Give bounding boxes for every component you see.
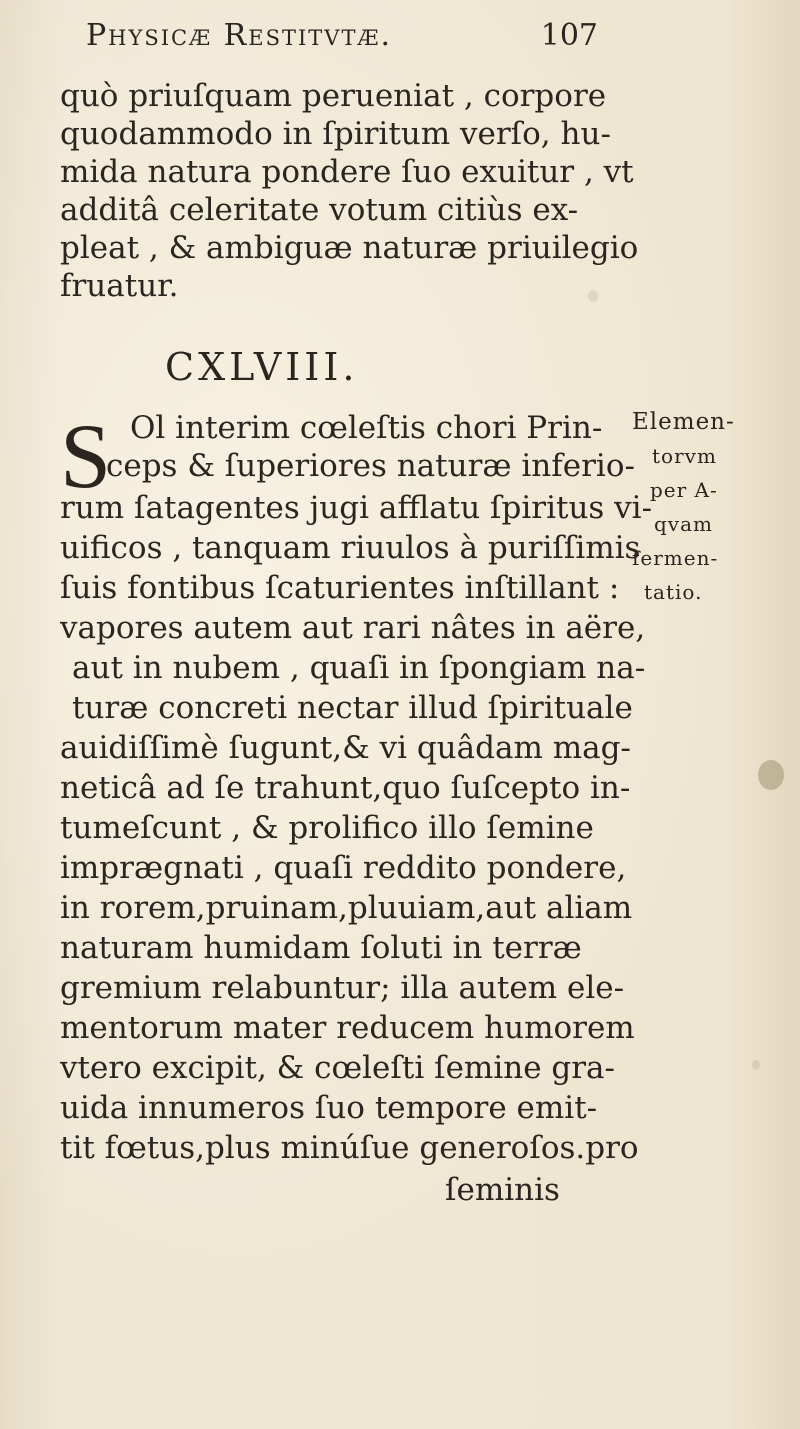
margin-note <box>632 410 800 620</box>
page-number: 107 <box>540 18 598 53</box>
text-line: additâ celeritate votum citiùs ex- <box>60 192 579 228</box>
text-line: neticâ ad ſe trahunt,quo ſuſcepto in- <box>60 770 631 806</box>
running-head-title: Physicæ Restitvtæ. <box>86 18 393 53</box>
text-line: vtero excipit, & cœleſti ſemine gra- <box>60 1050 616 1086</box>
text-line: mida natura pondere ſuo exuitur , vt <box>60 154 634 190</box>
paper-stain <box>758 760 784 790</box>
margin-note-line: qvam <box>654 512 713 536</box>
running-head <box>86 18 606 58</box>
text-line: quodammodo in ſpiritum verſo, hu- <box>60 116 611 152</box>
margin-note-line: per A- <box>650 478 718 502</box>
text-line: fruatur. <box>60 268 179 304</box>
intro-paragraph <box>60 78 639 308</box>
catchword: ſeminis <box>445 1172 560 1208</box>
drop-cap: S <box>60 405 112 507</box>
paper-stain <box>752 1060 760 1070</box>
section-paragraph <box>60 405 653 1290</box>
text-line: Ol interim cœleſtis chori Prin- <box>130 410 603 446</box>
text-line: aut in nubem , quaſi in ſpongiam na- <box>72 650 646 686</box>
text-line: turæ concreti nectar illud ſpirituale <box>72 690 633 726</box>
text-line: ſuis fontibus ſcaturientes inſtillant : <box>60 570 620 606</box>
text-line: mentorum mater reducem humorem <box>60 1010 635 1046</box>
text-line: pleat , & ambiguæ naturæ priuilegio <box>60 230 639 266</box>
text-line: gremium relabuntur; illa autem ele- <box>60 970 625 1006</box>
text-line: ceps & ſuperiores naturæ inferio- <box>106 448 635 484</box>
text-line: naturam humidam ſoluti in terræ <box>60 930 582 966</box>
margin-note-line: torvm <box>652 444 717 468</box>
text-line: tumeſcunt , & prolifico illo ſemine <box>60 810 594 846</box>
text-line: vapores autem aut rari nâtes in aëre, <box>60 610 646 646</box>
margin-note-line: Elemen- <box>632 409 735 435</box>
margin-note-line: tatio. <box>644 580 703 604</box>
text-line: auidiſſimè ſugunt,& vi quâdam mag- <box>60 730 631 766</box>
text-line: uificos , tanquam riuulos à puriſſimis <box>60 530 641 566</box>
text-line: rum ſatagentes jugi afflatu ſpiritus vi- <box>60 490 653 526</box>
text-line: imprægnati , quaſi reddito pondere, <box>60 850 627 886</box>
section-heading: CXLVIII. <box>165 345 359 389</box>
text-line: uida innumeros ſuo tempore emit- <box>60 1090 598 1126</box>
text-line: quò priuſquam perueniat , corpore <box>60 78 607 114</box>
margin-note-line: fermen- <box>632 546 719 570</box>
text-line: tit fœtus,plus minúſue generoſos.pro <box>60 1130 639 1166</box>
text-line: in rorem,pruinam,pluuiam,aut aliam <box>60 890 633 926</box>
